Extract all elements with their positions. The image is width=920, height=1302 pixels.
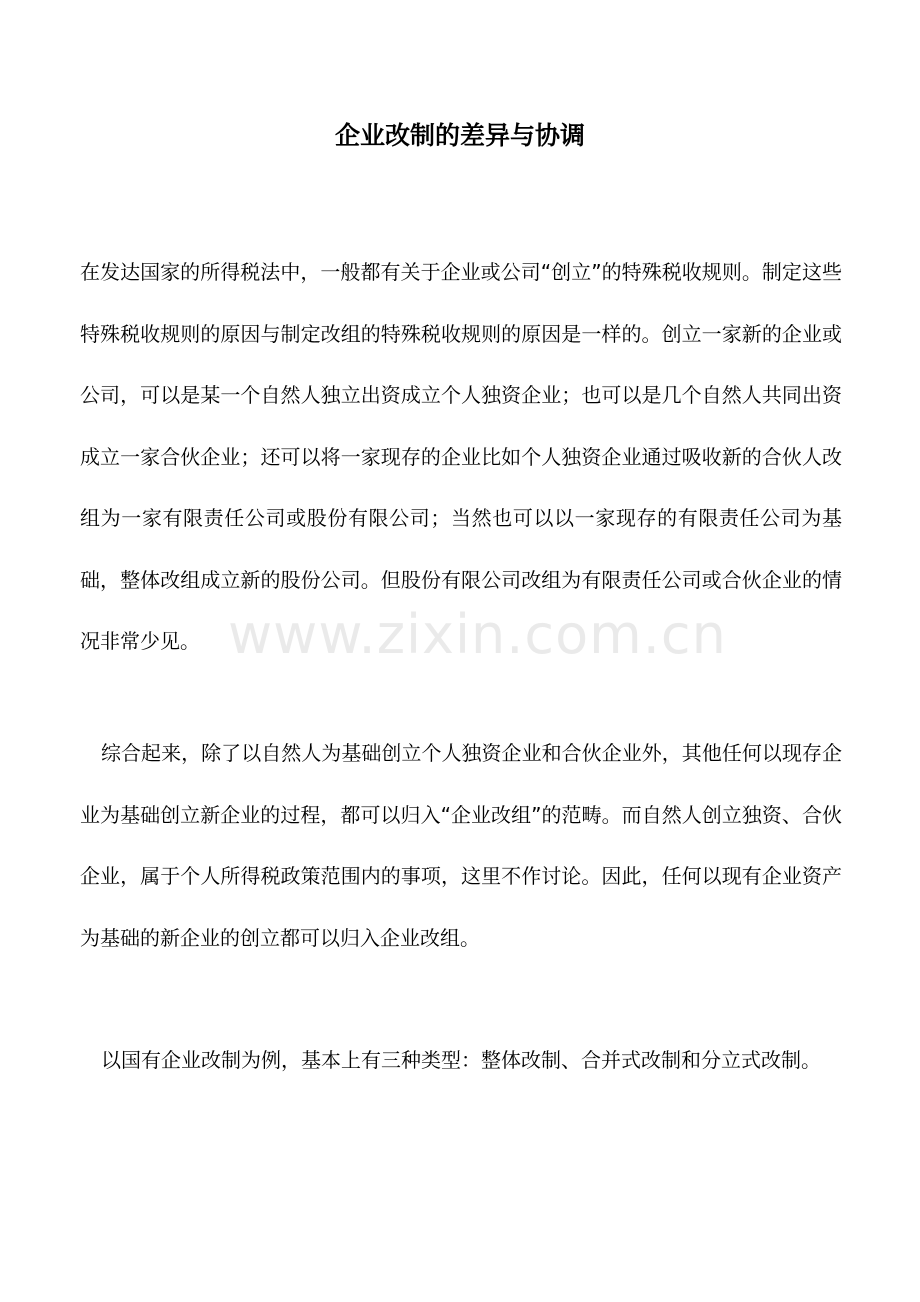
paragraph-1: 在发达国家的所得税法中，一般都有关于企业或公司“创立”的特殊税收规则。制定这些特殊税收规则的原因与制定改组的特殊税收规则的原因是一样的。创立一家新的企业或公司，可以是某一个自然人独立出资成立个人独资企业；也可以是几个自然人共同出资成立一家合伙企业；还可以将一家现存的企业比如个人独资企业通过吸收新的合伙人改组为一家有限责任公司或股份有限公司；当然也可以以一家现存的有限责任公司为基础，整体改组成立新的股份公司。但股份有限公司改组为有限责任公司或合伙企业的情况非常少见。 — [80, 260, 842, 653]
paragraph-3: 以国有企业改制为例，基本上有三种类型：整体改制、合并式改制和分立式改制。 — [101, 1048, 821, 1072]
document-title: 企业改制的差异与协调 — [334, 121, 585, 150]
paragraph-2: 综合起来，除了以自然人为基础创立个人独资企业和合伙企业外，其他任何以现存企业为基础创立新企业的过程，都可以归入“企业改组”的范畴。而自然人创立独资、合伙企业，属于个人所得税政策范围内的事项，这里不作讨论。因此，任何以现有企业资产为基础的新企业的创立都可以归入企业改组。 — [80, 741, 842, 950]
watermark: www.zixin.com.cn — [228, 603, 727, 666]
